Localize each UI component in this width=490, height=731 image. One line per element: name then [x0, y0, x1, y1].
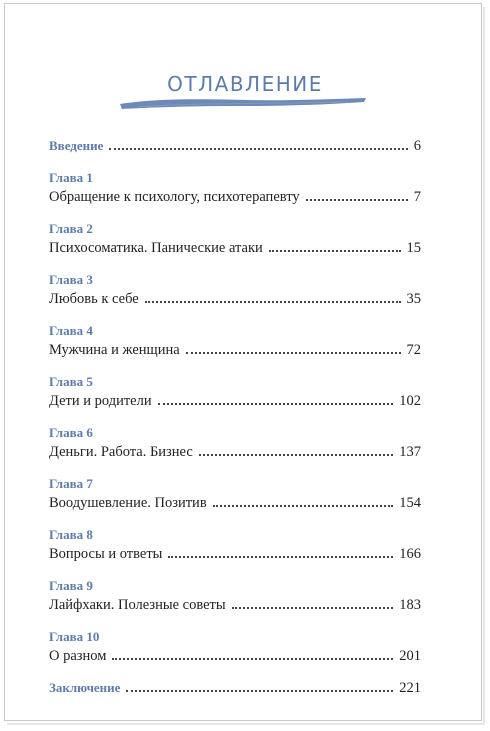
dot-leader: [158, 403, 394, 405]
toc-entry-title: Обращение к психологу, психотерапевту: [49, 189, 300, 205]
dot-leader: [112, 658, 393, 660]
toc-heading: [0, 72, 490, 96]
toc-entry-chapter-7[interactable]: [49, 475, 421, 512]
toc-entry-title: Заключение: [49, 680, 121, 695]
toc-entry-title: Воодушевление. Позитив: [49, 495, 207, 511]
toc-entry-chapter-10[interactable]: [49, 628, 421, 665]
toc-page-number: 166: [399, 546, 421, 562]
toc-page-number: 15: [406, 240, 421, 256]
toc-entry-title: Деньги. Работа. Бизнес: [49, 444, 193, 460]
toc-entry-chapter-6[interactable]: [49, 424, 421, 461]
toc-entry-chapter-3[interactable]: [49, 271, 421, 308]
brush-stroke-icon: [118, 95, 368, 111]
chapter-label: Глава 2: [49, 221, 93, 236]
dot-leader: [186, 352, 401, 354]
toc-page-number: 183: [399, 597, 421, 613]
toc-page-number: 137: [399, 444, 421, 460]
dot-leader: [269, 250, 401, 252]
chapter-label: Глава 1: [49, 170, 93, 185]
dot-leader: [168, 556, 393, 558]
dot-leader: [306, 199, 408, 201]
table-of-contents: [49, 137, 421, 711]
toc-entry-title: Мужчина и женщина: [49, 342, 180, 358]
toc-entry-chapter-9[interactable]: [49, 577, 421, 614]
toc-entry-title: Вопросы и ответы: [49, 546, 163, 562]
toc-entry-chapter-4[interactable]: [49, 322, 421, 359]
dot-leader: [199, 454, 393, 456]
toc-entry-title: Психосоматика. Панические атаки: [49, 240, 263, 256]
dot-leader: [213, 505, 394, 507]
toc-entry-title: Дети и родители: [49, 393, 152, 409]
toc-page-number: 154: [399, 495, 421, 511]
toc-page-number: 72: [406, 342, 421, 358]
chapter-label: Глава 3: [49, 272, 93, 287]
toc-entry-intro[interactable]: [49, 137, 421, 155]
toc-page-number: 201: [399, 648, 421, 664]
toc-entry-title: Лайфхаки. Полезные советы: [49, 597, 226, 613]
toc-page-number: 6: [413, 138, 421, 154]
dot-leader: [145, 301, 401, 303]
toc-entry-title: Любовь к себе: [49, 291, 139, 307]
chapter-label: Глава 8: [49, 527, 93, 542]
toc-page-number: 221: [399, 680, 421, 696]
chapter-label: Глава 5: [49, 374, 93, 389]
toc-heading-text: ОТЛАВЛЕНИЕ: [167, 72, 323, 96]
dot-leader: [126, 690, 393, 692]
chapter-label: Глава 4: [49, 323, 93, 338]
toc-entry-chapter-8[interactable]: [49, 526, 421, 563]
dot-leader: [232, 607, 394, 609]
toc-page-number: 102: [399, 393, 421, 409]
dot-leader: [109, 148, 407, 150]
chapter-label: Глава 10: [49, 629, 100, 644]
chapter-label: Глава 6: [49, 425, 93, 440]
chapter-label: Глава 7: [49, 476, 93, 491]
toc-entry-chapter-2[interactable]: [49, 220, 421, 257]
toc-entry-outro[interactable]: [49, 679, 421, 697]
chapter-label: Глава 9: [49, 578, 93, 593]
toc-page-number: 35: [406, 291, 421, 307]
toc-entry-chapter-5[interactable]: [49, 373, 421, 410]
toc-entry-title: О разном: [49, 648, 107, 664]
toc-entry-chapter-1[interactable]: [49, 169, 421, 206]
toc-page-number: 7: [413, 189, 421, 205]
toc-entry-title: Введение: [49, 138, 104, 153]
